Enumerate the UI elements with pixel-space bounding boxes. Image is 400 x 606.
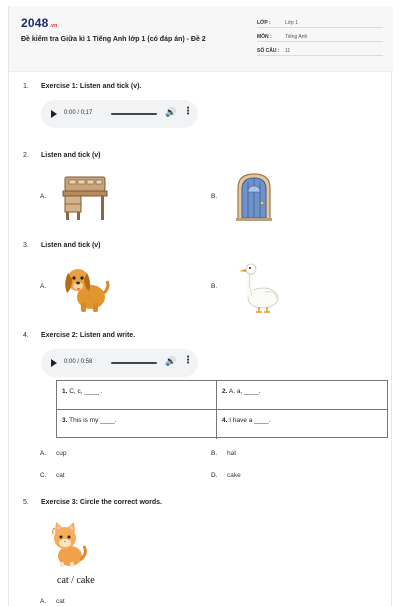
option-letter: B.: [211, 193, 218, 200]
goose-icon[interactable]: [237, 260, 283, 314]
audio-player[interactable]: [41, 349, 198, 377]
audio-progress-track[interactable]: [111, 362, 157, 364]
option-letter: C.: [40, 472, 47, 479]
option-letter: A.: [40, 598, 47, 605]
question-number: 1.: [23, 83, 29, 90]
dog-icon[interactable]: [61, 261, 111, 313]
option-letter: A.: [40, 193, 47, 200]
audio-time: 0:00 / 0:17: [64, 110, 93, 116]
page-title: Đề kiểm tra Giữa kì 1 Tiếng Anh lớp 1 (có đáp án) - Đề 2: [21, 36, 206, 43]
option-letter: A.: [40, 283, 47, 290]
meta-label: SỐ CÂU :: [257, 48, 280, 54]
exam-page: [8, 6, 392, 606]
audio-player[interactable]: [41, 100, 198, 128]
meta-value: Tiếng Anh: [285, 34, 308, 40]
desk-icon[interactable]: [61, 174, 109, 222]
option-letter: B.: [211, 283, 218, 290]
option-text[interactable]: cat: [56, 472, 65, 479]
audio-time: 0:00 / 0:58: [64, 359, 93, 365]
question-number: 3.: [23, 242, 29, 249]
exam-header: [9, 6, 393, 72]
question-number: 5.: [23, 499, 29, 506]
meta-label: MÔN :: [257, 34, 272, 40]
question-text: Exercise 3: Circle the correct words.: [41, 499, 162, 506]
volume-icon[interactable]: 🔊: [165, 356, 177, 366]
play-icon[interactable]: [51, 359, 57, 367]
word-choice-caption: cat / cake: [57, 575, 95, 586]
question-text: Exercise 1: Listen and tick (v).: [41, 83, 142, 90]
question-number: 2.: [23, 152, 29, 159]
question-text: Exercise 2: Listen and write.: [41, 332, 136, 339]
volume-icon[interactable]: 🔊: [165, 107, 177, 117]
audio-progress-track[interactable]: [111, 113, 157, 115]
option-letter: A.: [40, 450, 47, 457]
question-text: Listen and tick (v): [41, 242, 101, 249]
meta-subject-row: [257, 32, 383, 42]
meta-value: Lớp 1: [285, 20, 299, 26]
option-text[interactable]: cake: [227, 472, 241, 479]
meta-label: LỚP :: [257, 20, 271, 26]
table-cell: 1. C, c, ____ .: [57, 381, 217, 410]
option-text[interactable]: hat: [227, 450, 237, 457]
table-cell: 3. This is my ____.: [57, 410, 217, 439]
cat-icon: [46, 520, 88, 568]
site-logo[interactable]: 2048.vn: [21, 16, 58, 30]
option-letter: D.: [211, 472, 218, 479]
question-text: Listen and tick (v): [41, 152, 101, 159]
door-icon[interactable]: [234, 172, 274, 222]
table-cell: 4. I have a ____.: [222, 417, 271, 424]
play-icon[interactable]: [51, 110, 57, 118]
meta-value: 11: [285, 48, 291, 54]
more-options-icon[interactable]: ⋮: [183, 106, 193, 117]
more-options-icon[interactable]: ⋮: [183, 355, 193, 366]
option-letter: B.: [211, 450, 218, 457]
question-number: 4.: [23, 332, 29, 339]
option-text[interactable]: cat: [56, 598, 65, 605]
meta-class-row: [257, 18, 383, 28]
option-text[interactable]: cup: [56, 450, 67, 457]
meta-count-row: [257, 46, 383, 56]
table-cell: 2. A, a, ____.: [217, 381, 387, 410]
fill-in-table: [56, 380, 388, 438]
